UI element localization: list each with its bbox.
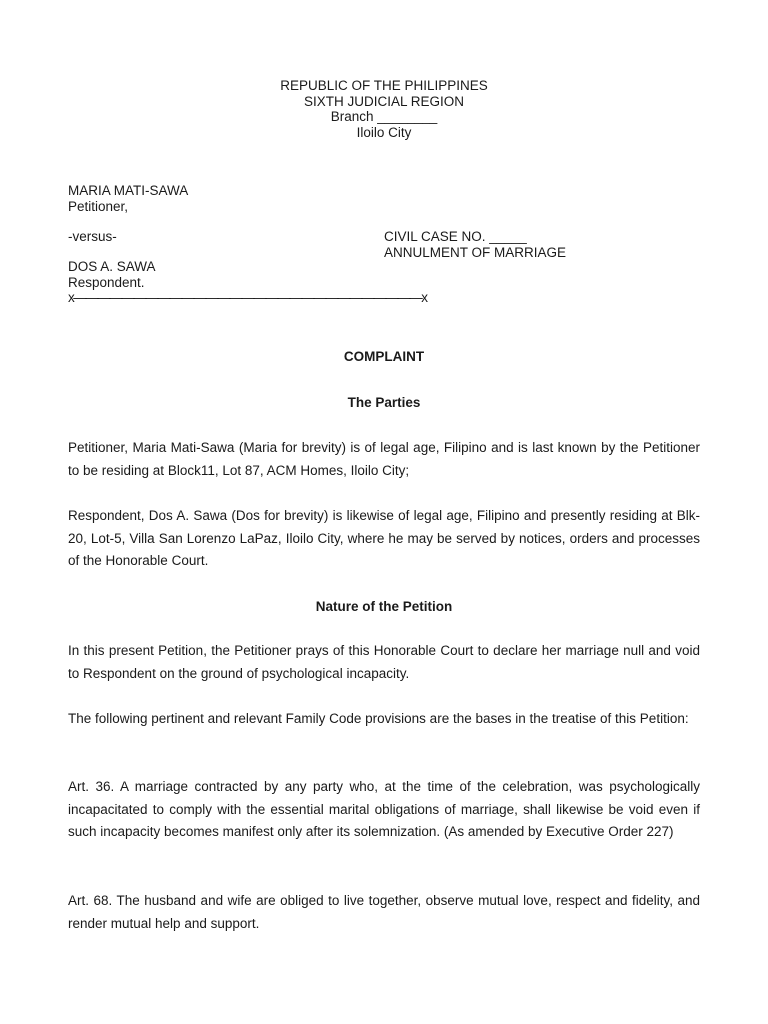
paragraph-article-36: Art. 36. A marriage contracted by any party who, at the time of the celebration, was psychologically incapacitated to comply with the essential marital obligations of marriage, shall likewise be void even if such incapacity becomes manifest only after its solemnization. (As amended by Executive Order 227) <box>68 779 700 840</box>
paragraph-article-68: Art. 68. The husband and wife are obliged to live together, observe mutual love, respect and fidelity, and render mutual help and support. <box>68 893 700 931</box>
case-type: ANNULMENT OF MARRIAGE <box>384 244 567 260</box>
petitioner-block <box>68 183 188 214</box>
header-region: SIXTH JUDICIAL REGION <box>303 93 465 109</box>
paragraph-nature: In this present Petition, the Petitioner prays of this Honorable Court to declare her marriage null and void to Respondent on the ground of psychological incapacity. <box>68 643 700 681</box>
petitioner-name: MARIA MATI-SAWA <box>68 183 189 198</box>
section-heading-parties: The Parties <box>347 395 421 410</box>
header-republic: REPUBLIC OF THE PHILIPPINES <box>280 78 488 93</box>
respondent-block <box>68 259 427 306</box>
respondent-name: DOS A. SAWA <box>68 259 156 274</box>
section-heading-nature: Nature of the Petition <box>315 599 453 614</box>
versus-text: -versus- <box>68 229 117 244</box>
petitioner-label: Petitioner, <box>68 198 129 214</box>
respondent-label: Respondent. <box>68 274 145 290</box>
header-branch: Branch ________ <box>330 109 438 124</box>
caption-divider: x—————————————————————————————x <box>68 290 427 305</box>
case-number: CIVIL CASE NO. _____ <box>384 229 527 244</box>
header-city: Iloilo City <box>356 124 412 140</box>
paragraph-respondent: Respondent, Dos A. Sawa (Dos for brevity) is likewise of legal age, Filipino and presently residing at Blk-20, Lot-5, Villa San Lorenzo LaPaz, Iloilo City, where he may be served by notices, orders and processes of the Honorable Court. <box>68 508 700 569</box>
document-title: COMPLAINT <box>343 349 425 364</box>
court-header <box>0 78 768 140</box>
versus-label <box>68 229 117 245</box>
paragraph-petitioner: Petitioner, Maria Mati-Sawa (Maria for brevity) is of legal age, Filipino and is last known by the Petitioner to be residing at Block11, Lot 87, ACM Homes, Iloilo City; <box>68 440 700 478</box>
paragraph-bases: The following pertinent and relevant Family Code provisions are the bases in the treatise of this Petition: <box>68 711 689 726</box>
case-block <box>384 229 566 260</box>
